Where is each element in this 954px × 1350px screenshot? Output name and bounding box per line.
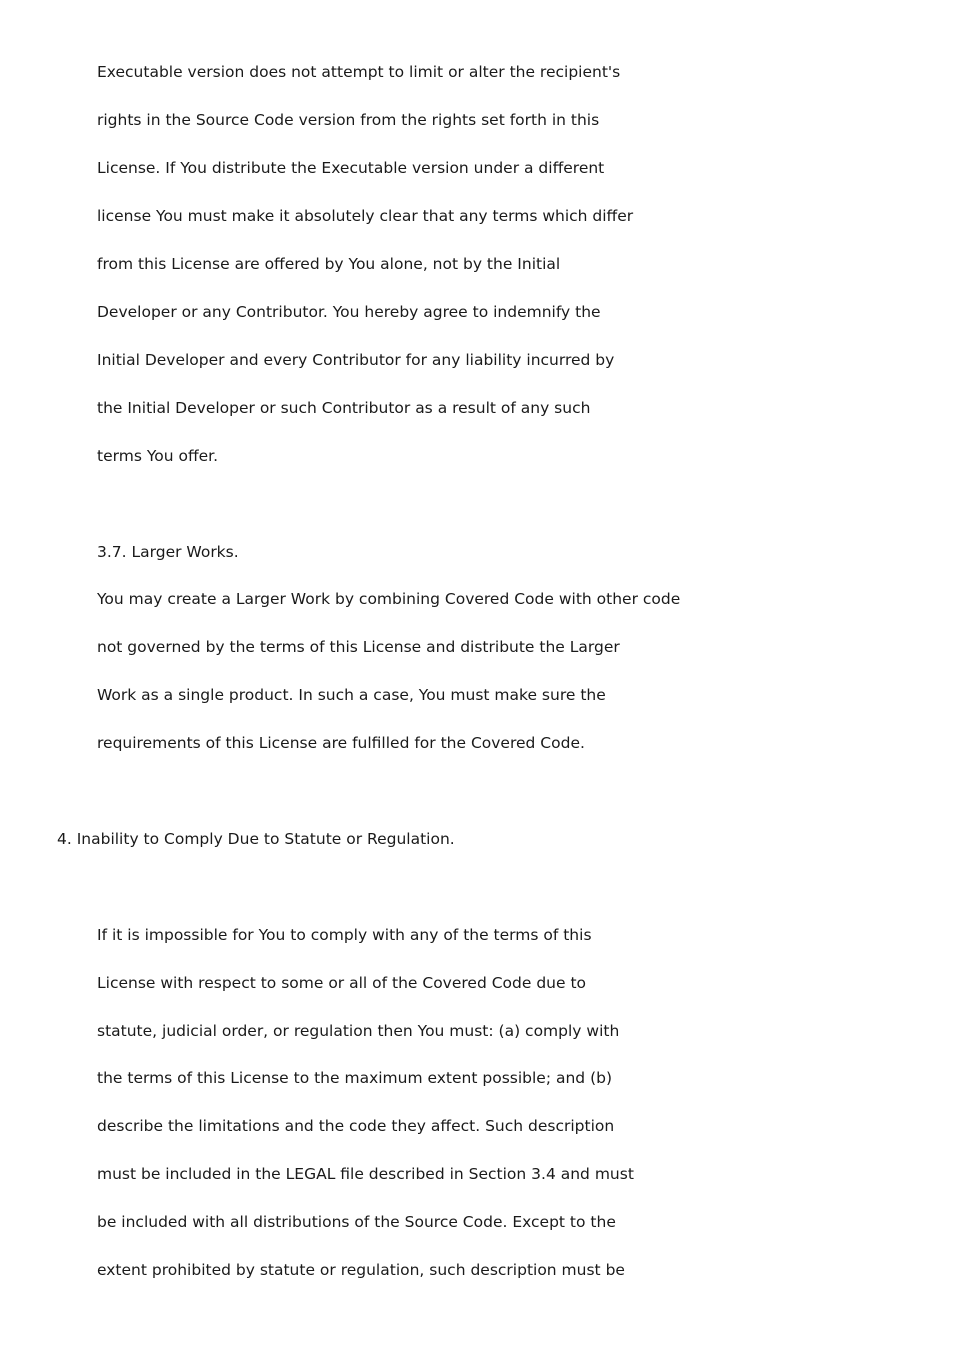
text-line: be included with all distributions of the Source Code. Except to the — [97, 1213, 616, 1231]
text-line: Initial Developer and every Contributor for any liability incurred by — [97, 351, 615, 369]
text-line: the Initial Developer or such Contributor as a result of any such — [97, 399, 591, 417]
text-line: extent prohibited by statute or regulation, such description must be — [97, 1261, 625, 1279]
text-line: terms You offer. — [97, 447, 219, 465]
text-line: describe the limitations and the code they affect. Such description — [97, 1117, 615, 1135]
text-line: License. If You distribute the Executable version under a different — [97, 159, 605, 177]
text-line: If it is impossible for You to comply with any of the terms of this — [97, 926, 592, 944]
text-line: You may create a Larger Work by combining Covered Code with other code — [97, 590, 681, 608]
text-line: license You must make it absolutely clear that any terms which differ — [97, 207, 634, 225]
text-line: License with respect to some or all of the Covered Code due to — [97, 974, 587, 992]
section-heading: 4. Inability to Comply Due to Statute or Regulation. — [57, 830, 455, 848]
text-line: not governed by the terms of this License and distribute the Larger — [97, 638, 620, 656]
text-line: from this License are offered by You alone, not by the Initial — [97, 255, 561, 273]
text-line: Executable version does not attempt to limit or alter the recipient's — [97, 63, 621, 81]
text-line: Work as a single product. In such a case, You must make sure the — [97, 686, 606, 704]
text-line: the terms of this License to the maximum extent possible; and (b) — [97, 1069, 613, 1087]
text-line: Developer or any Contributor. You hereby agree to indemnify the — [97, 303, 601, 321]
text-line: rights in the Source Code version from the rights set forth in this — [97, 111, 600, 129]
text-line: requirements of this License are fulfilled for the Covered Code. — [97, 734, 585, 752]
text-line: statute, judicial order, or regulation then You must: (a) comply with — [97, 1022, 620, 1040]
section-subheading: 3.7. Larger Works. — [97, 543, 239, 561]
text-line: must be included in the LEGAL file described in Section 3.4 and must — [97, 1165, 634, 1183]
